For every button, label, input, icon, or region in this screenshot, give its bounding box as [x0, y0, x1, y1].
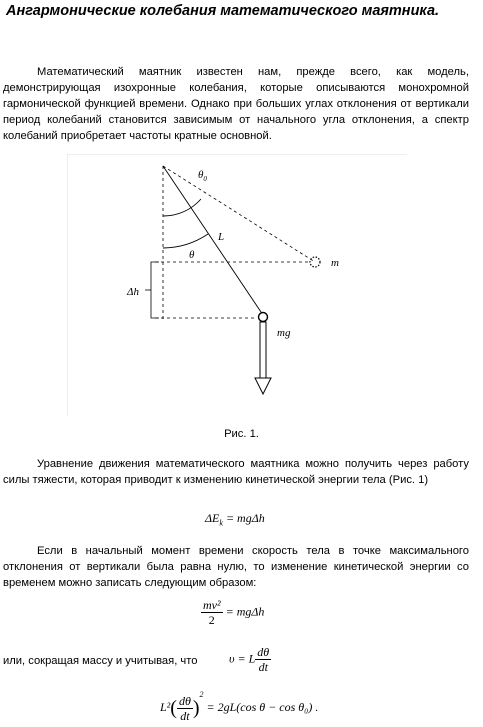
formula-velocity: [229, 645, 271, 674]
theta-label: θ: [189, 249, 195, 261]
formula4-denominator: dt: [180, 708, 190, 723]
paragraph-initial-velocity: Если в начальный момент времени скорость тела в точке максимального отклонения от вертикали была равна нулю, то изменение кинетической энергии со временем можно записать следующим образом:: [3, 545, 469, 589]
formula3-lhs: υ = L: [229, 651, 256, 666]
formula4-power: 2: [199, 690, 204, 699]
page-title: Ангармонические колебания математического маятника.: [6, 3, 440, 19]
formula4-numerator: dθ: [178, 693, 191, 708]
formula4-rhs: = 2gL(cos θ − cos θ₀) .: [203, 700, 319, 714]
formula2-denominator: 2: [208, 613, 215, 627]
formula4-lhs: L²: [160, 700, 171, 714]
delta-h-label: Δh: [127, 286, 139, 298]
formula2-rhs: = mgΔh: [222, 604, 265, 619]
pendulum-diagram: [67, 154, 407, 416]
formula3-numerator: dθ: [257, 645, 270, 659]
pendulum-figure: [67, 154, 407, 416]
formula-kinetic-energy: [201, 598, 264, 627]
initial-position-line: [163, 166, 315, 262]
theta0-label: $\theta_0$: [198, 169, 207, 183]
formula2-numerator: mv²: [203, 598, 221, 612]
gravity-arrow-shaft: [260, 322, 266, 378]
formula1-rhs: = mgΔh: [222, 511, 265, 525]
formula1-lhs: ΔE: [205, 511, 220, 525]
formula3-denominator: dt: [258, 660, 268, 674]
paragraph-equation-of-motion: Уравнение движения математического маятника можно получить через работу силы тяжести, которая приводит к изменению кинетической энергии тела (Рис. 1): [3, 458, 469, 486]
theta-arc: [163, 234, 208, 248]
pendulum-bob: [259, 313, 268, 322]
formula-energy-equation: L²( $\frac{d\theta}{dt}$ )$^2$ = 2gL(cos θ − cos θ₀) .: [160, 690, 319, 723]
delta-h-bracket: [151, 262, 159, 318]
intro-paragraph: Математический маятник известен нам, прежде всего, как модель, демонстрирующая изохронные колебания, которые описываются монохромной гармонической функцией времени. Однако при больших углах отклонения от вертикали период колебаний становится зависимым от начального угла отклонения, а спектр колебаний приобретает частоты кратные основной.: [3, 66, 469, 142]
paragraph-reduce-mass: или, сокращая массу и учитывая, что: [3, 655, 198, 667]
length-label: L: [218, 231, 225, 243]
pendulum-string: [163, 166, 263, 315]
formula-energy-change: [205, 511, 265, 527]
formula1-sub: k: [219, 518, 223, 528]
gravity-arrow-head: [255, 378, 271, 394]
mass-label: m: [331, 257, 339, 269]
figure-caption: Рис. 1.: [224, 428, 259, 440]
weight-label: mg: [277, 327, 291, 339]
